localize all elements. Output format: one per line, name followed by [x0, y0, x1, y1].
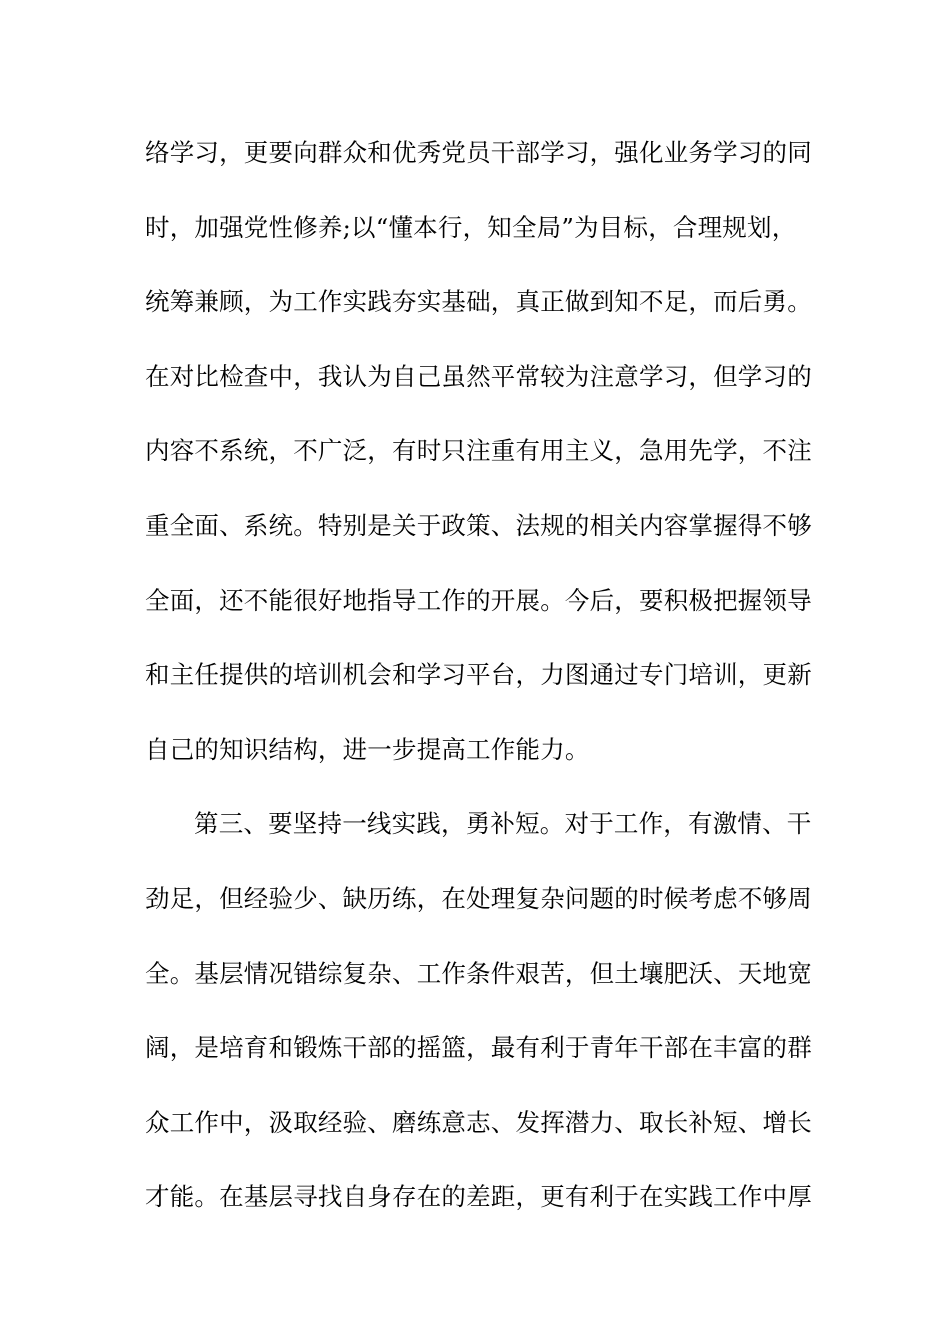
text-line: 络学习，更要向群众和优秀党员干部学习，强化业务学习的同 — [145, 138, 812, 167]
text-line: 阔，是培育和锻炼干部的摇篮，最有利于青年干部在丰富的群 — [145, 1033, 812, 1063]
text-line: 全面，还不能很好地指导工作的开展。今后，要积极把握领导 — [145, 585, 812, 615]
text-line: 统筹兼顾，为工作实践夯实基础，真正做到知不足，而后勇。 — [145, 287, 812, 317]
text-line: 自己的知识结构，进一步提高工作能力。 — [145, 734, 590, 764]
text-line: 时，加强党性修养;以“懂本行，知全局”为目标，合理规划， — [145, 212, 797, 242]
body-text — [145, 132, 815, 1251]
text-line: 在对比检查中，我认为自己虽然平常较为注意学习，但学习的 — [145, 361, 812, 391]
text-line: 重全面、系统。特别是关于政策、法规的相关内容掌握得不够 — [145, 510, 812, 540]
text-line: 劲足，但经验少、缺历练，在处理复杂问题的时候考虑不够周 — [145, 883, 812, 913]
text-line: 全。基层情况错综复杂、工作条件艰苦，但土壤肥沃、天地宽 — [145, 958, 812, 988]
text-line: 和主任提供的培训机会和学习平台，力图通过专门培训，更新 — [145, 660, 812, 690]
text-line: 才能。在基层寻找自身存在的差距，更有利于在实践工作中厚 — [145, 1182, 812, 1212]
paragraph-start-line: 第三、要坚持一线实践，勇补短。对于工作，有激情、干 — [194, 809, 812, 839]
text-line: 内容不系统，不广泛，有时只注重有用主义，急用先学，不注 — [145, 436, 812, 466]
text-line: 众工作中，汲取经验、磨练意志、发挥潜力、取长补短、增长 — [145, 1107, 812, 1137]
